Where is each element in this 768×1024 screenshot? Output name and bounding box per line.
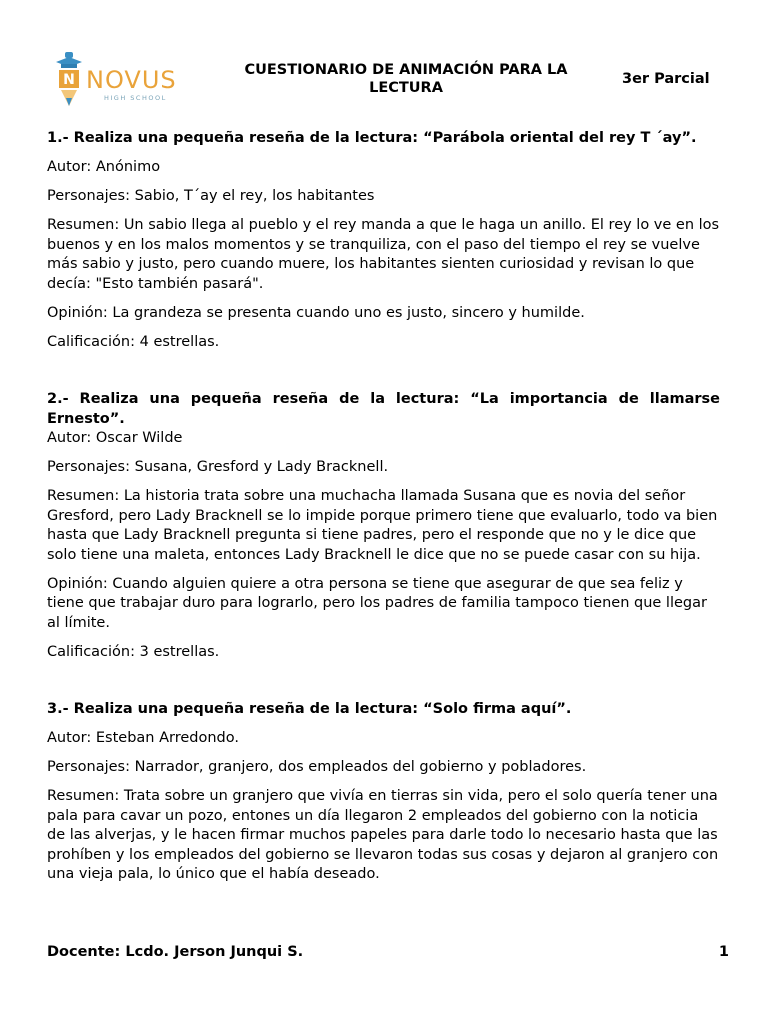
autor-3: Autor: Esteban Arredondo. <box>47 730 239 746</box>
resumen-1: Resumen: Un sabio llega al pueblo y el rey manda a que le haga un anillo. El rey lo ve en los buenos y en los malos momentos y se tranquiliza, con el paso del tiempo el rey se vuelve más sabio y justo, pero cuando muere, los habitantes sienten curiosidad y revisan lo que decía: "Esto también pasará". <box>47 217 720 292</box>
personajes-2: Personajes: Susana, Gresford y Lady Bracknell. <box>47 459 389 475</box>
resumen-2: Resumen: La historia trata sobre una muchacha llamada Susana que es novia del señor Gresford, pero Lady Bracknell se lo impide porque primero tiene que evaluarlo, todo va bien hasta que Lady Bracknell pregunta si tiene padres, pero el responde que no y le dice que solo tiene una maleta, entonces Lady Bracknell le dice que no se puede casar con su hija. <box>47 488 718 563</box>
calificacion-2: Calificación: 3 estrellas. <box>47 643 220 660</box>
page-footer <box>47 944 729 964</box>
logo-mark-letter: N <box>63 72 75 88</box>
period-label: 3er Parcial <box>622 71 710 87</box>
logo-subtitle: HIGH SCHOOL <box>104 94 167 102</box>
school-logo <box>56 52 176 108</box>
calificacion-1: Calificación: 4 estrellas. <box>47 333 220 350</box>
question-2: 2.- Realiza una pequeña reseña de la lectura: “La importancia de llamarse Ernesto”. <box>47 391 720 427</box>
personajes-3: Personajes: Narrador, granjero, dos empleados del gobierno y pobladores. <box>47 759 587 775</box>
logo-wordmark: NOVUS <box>86 66 177 94</box>
document-title: CUESTIONARIO DE ANIMACIÓN PARA LA LECTURA <box>244 62 568 96</box>
autor-1: Autor: Anónimo <box>47 159 161 175</box>
docente-label: Docente: Lcdo. Jerson Junqui S. <box>47 944 304 960</box>
opinion-1: Opinión: La grandeza se presenta cuando uno es justo, sincero y humilde. <box>47 304 585 321</box>
question-3: 3.- Realiza una pequeña reseña de la lectura: “Solo firma aquí”. <box>47 701 572 717</box>
page-number: 1 <box>718 944 729 960</box>
graduation-cap-logo-icon <box>56 52 82 108</box>
resumen-3: Resumen: Trata sobre un granjero que vivía en tierras sin vida, pero el solo quería tener una pala para cavar un pozo, entones un día llegaron 2 empleados del gobierno con la noticia de las alverjas, y le hacen firmar muchos papeles para darle todo lo necesario hasta que las prohíben y los empleados del gobierno se llevaron todas sus cosas y dejaron al granjero con una vieja pala, lo único que el había deseado. <box>47 788 719 882</box>
opinion-2: Opinión: Cuando alguien quiere a otra persona se tiene que asegurar de que sea feliz y tiene que trabajar duro para lograrlo, pero los padres de familia tampoco tienen que llegar al límite. <box>47 575 707 631</box>
document-body <box>47 129 720 885</box>
personajes-1: Personajes: Sabio, T´ay el rey, los habitantes <box>47 188 375 204</box>
autor-2: Autor: Oscar Wilde <box>47 430 183 446</box>
page-header <box>0 0 768 110</box>
question-1: 1.- Realiza una pequeña reseña de la lectura: “Parábola oriental del rey T ´ay”. <box>47 130 697 146</box>
